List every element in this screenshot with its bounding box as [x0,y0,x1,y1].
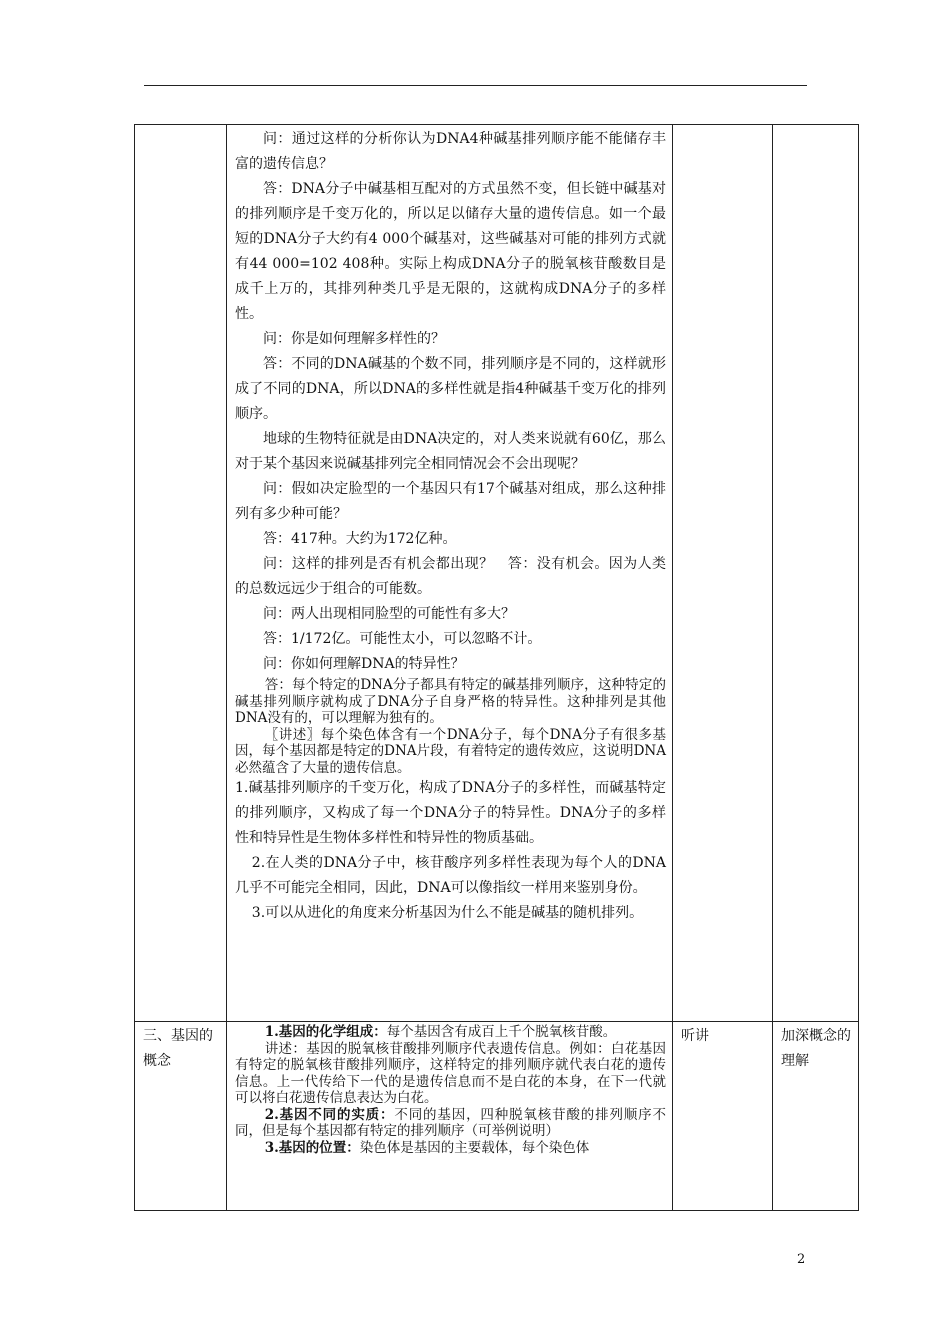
table-row [135,1022,859,1211]
design-intent: 加深概念的理解 [781,1028,851,1069]
term-text: 不同的基因，四种脱氧核苷酸的排列顺序不同，但是每个基因都有特定的排列顺序（可举例说明） [235,1106,667,1139]
content-body [227,1022,672,1156]
intent-cell [773,125,859,1022]
paragraph: 答：不同的DNA碱基的个数不同，排列顺序是不同的，这样就形成了不同的DNA，所以DNA的多样性就是指4种碱基千变万化的排列顺序。 [235,356,666,422]
paragraph: 问：两人出现相同脸型的可能性有多大？ [263,606,515,622]
paragraph: 3.可以从进化的角度来分析基因为什么不能是碱基的随机排列。 [251,905,644,921]
paragraph: 问：假如决定脸型的一个基因只有17个碱基对组成，那么这种排列有多少种可能？ [235,481,666,522]
paragraph: 〖讲述〗每个染色体含有一个DNA分子，每个DNA分子有很多基因，每个基因都是特定的DNA片段，有着特定的遗传效应，这说明DNA必然蕴含了大量的遗传信息。 [235,726,666,776]
student-activity-cell [673,125,773,1022]
paragraph: 答：每个特定的DNA分子都具有特定的碱基排列顺序，这种特定的碱基排列顺序就构成了DNA分子自身严格的特异性。这种排列是其他DNA没有的，可以理解为独有的。 [235,677,666,726]
content-cell [227,125,673,1022]
stage-title: 三、基因的概念 [143,1028,213,1069]
paragraph: 问：通过这样的分析你认为DNA4种碱基排列顺序能不能储存丰富的遗传信息？ [235,131,666,172]
stage-cell [135,125,227,1022]
header-rule [144,85,807,86]
paragraph: 地球的生物特征就是由DNA决定的，对人类来说就有60亿，那么对于某个基因来说碱基排列完全相同情况会不会出现呢？ [235,431,666,472]
paragraph [235,1107,666,1140]
term-label: 1.基因的化学组成： [264,1024,387,1040]
term-text: 每个基因含有成百上千个脱氧核苷酸。 [386,1024,617,1040]
term-label: 2.基因不同的实质： [264,1106,395,1123]
page-number: 2 [797,1252,806,1267]
student-activity: 听讲 [681,1028,709,1044]
paragraph: 答：DNA分子中碱基相互配对的方式虽然不变，但长链中碱基对的排列顺序是千变万化的，所以足以储存大量的遗传信息。如一个最短的DNA分子大约有4 000个碱基对，这些碱基对可能的排列方式就有44 000=102 408种。实际上构成DNA分子的脱氧核苷酸数目是成千上万的，其排列种类几乎是无限的，这就构成DNA分子的多样性。 [235,181,666,322]
paragraph [235,1024,666,1041]
paragraph [235,1140,666,1157]
paragraph: 答：417种。大约为172亿种。 [263,531,457,547]
paragraph: 问：这样的排列是否有机会都出现？ 答：没有机会。因为人类的总数远远少于组合的可能数。 [235,556,666,597]
content-body [227,125,672,926]
term-text: 染色体是基因的主要载体，每个染色体 [359,1139,590,1156]
student-activity-cell [673,1022,773,1211]
lesson-table [134,124,859,1211]
paragraph: 1.碱基排列顺序的千变万化，构成了DNA分子的多样性，而碱基特定的排列顺序，又构成了每一个DNA分子的特异性。DNA分子的多样性和特异性是生物体多样性和特异性的物质基础。 [235,780,666,846]
table-row [135,125,859,1022]
stage-cell [135,1022,227,1211]
term-label: 3.基因的位置： [264,1139,360,1156]
paragraph: 问：你是如何理解多样性的？ [263,331,445,347]
intent-cell [773,1022,859,1211]
paragraph: 问：你如何理解DNA的特异性？ [263,656,465,672]
paragraph: 答：1/172亿。可能性太小，可以忽略不计。 [263,631,542,647]
paragraph [235,1041,666,1107]
term-text: 讲述：基因的脱氧核苷酸排列顺序代表遗传信息。例如：白花基因有特定的脱氧核苷酸排列顺序，这样特定的排列顺序就代表白花的遗传信息。上一代传给下一代的是遗传信息而不是白花的本身，在下一代就可以将白花遗传信息表达为白花。 [235,1040,666,1106]
paragraph: 2.在人类的DNA分子中，核苷酸序列多样性表现为每个人的DNA几乎不可能完全相同，因此，DNA可以像指纹一样用来鉴别身份。 [235,855,666,896]
content-cell [227,1022,673,1211]
